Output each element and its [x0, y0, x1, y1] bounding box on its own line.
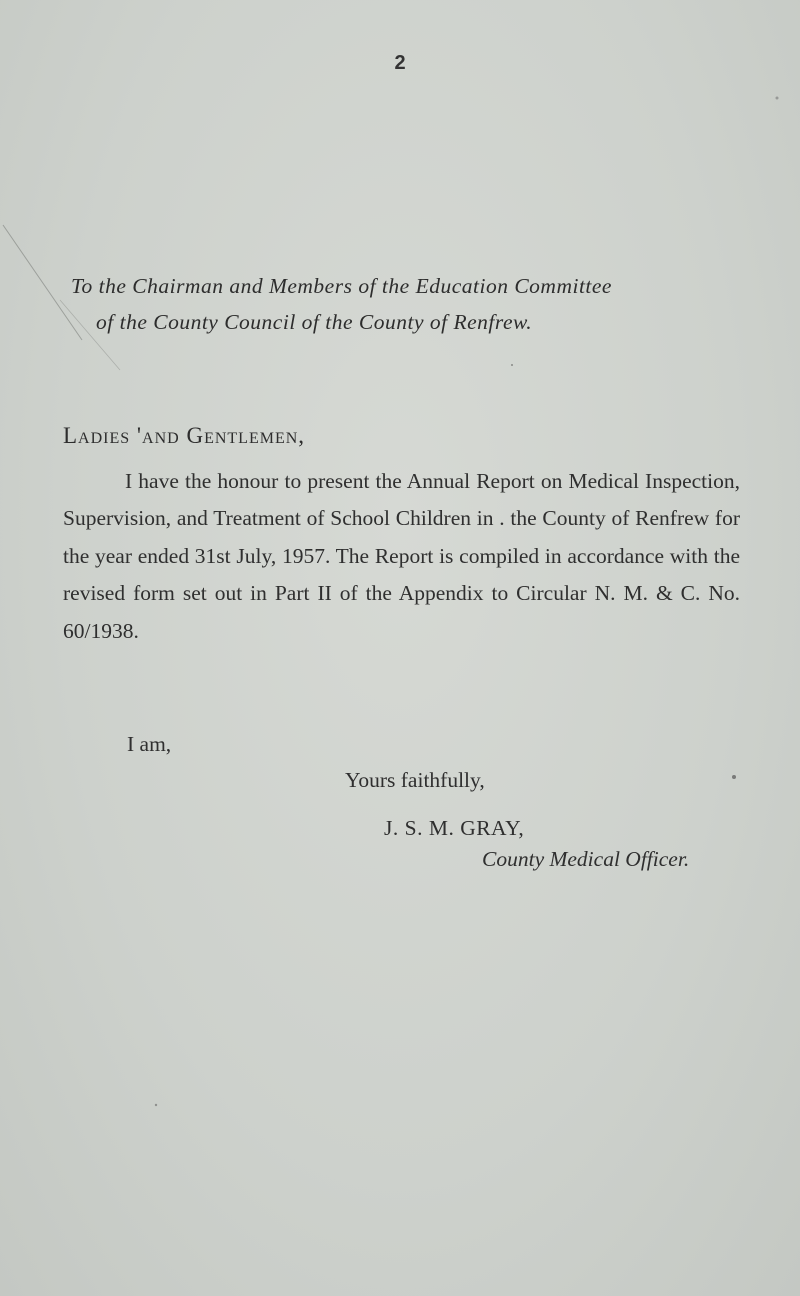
- signatory-name: J. S. M. GRAY,: [384, 816, 525, 840]
- page-number: 2: [394, 52, 406, 74]
- valediction: Yours faithfully,: [345, 768, 485, 792]
- addressee-block: [71, 268, 751, 340]
- body-paragraph: I have the honour to present the Annual Report on Medical Inspection, Supervision, and Treatment of School Children in . the County of Renfrew for the year ended 31st July, 1957. The Report is compiled in accordance with the revised form set out in Part II of the Appendix to Circular N. M. & C. No. 60/1938.: [63, 469, 740, 643]
- letter-body: [63, 463, 740, 650]
- salutation: Ladies 'and Gentlemen,: [63, 423, 306, 448]
- closing-i-am: I am,: [127, 732, 172, 756]
- addressee-line-1: To the Chairman and Members of the Education Committee: [71, 274, 612, 298]
- signatory-title: County Medical Officer.: [482, 847, 690, 871]
- addressee-line-2: of the County Council of the County of Renfrew.: [96, 310, 533, 334]
